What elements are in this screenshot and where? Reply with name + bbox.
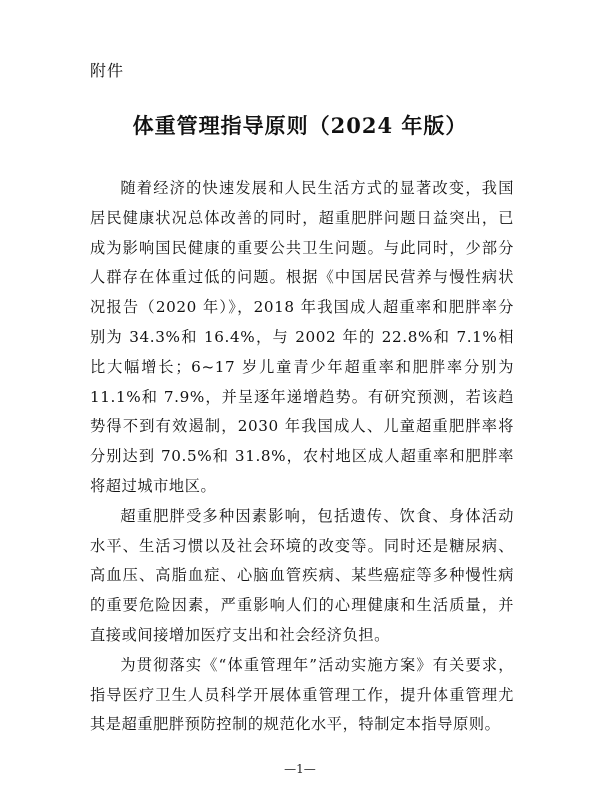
- paragraph-causes: 超重肥胖受多种因素影响，包括遗传、饮食、身体活动水平、生活习惯以及社会环境的改变等。同时还是糖尿病、高血压、高脂血症、心脑血管疾病、某些癌症等多种慢性病的重要危险因素，严重影响人们的心理健康和生活质量，并直接或间接增加医疗支出和社会经济负担。: [90, 506, 514, 644]
- document-body: [90, 174, 514, 740]
- page-number: —1—: [284, 762, 316, 776]
- paragraph-purpose: 为贯彻落实《“体重管理年”活动实施方案》有关要求，指导医疗卫生人员科学开展体重管理工作，提升体重管理尤其是超重肥胖预防控制的规范化水平，特制定本指导原则。: [90, 655, 514, 734]
- document-title: 体重管理指导原则（2024 年版）: [132, 113, 468, 138]
- attachment-label: 附件: [90, 61, 125, 80]
- paragraph-background: 随着经济的快速发展和人民生活方式的显著改变，我国居民健康状况总体改善的同时，超重肥胖问题日益突出，已成为影响国民健康的重要公共卫生问题。与此同时，少部分人群存在体重过低的问题。根据《中国居民营养与慢性病状况报告（2020 年）》，2018 年我国成人超重率和肥胖率分别为 34.3%和 16.4%，与 2002 年的 22.8%和 7.1%相比大幅增长；6~17 岁儿童青少年超重率和肥胖率分别为 11.1%和 7.9%，并呈逐年递增趋势。有研究预测，若该趋势得不到有效遏制，2030 年我国成人、儿童超重肥胖率将分别达到 70.5%和 31.8%，农村地区成人超重率和肥胖率将超过城市地区。: [90, 179, 514, 495]
